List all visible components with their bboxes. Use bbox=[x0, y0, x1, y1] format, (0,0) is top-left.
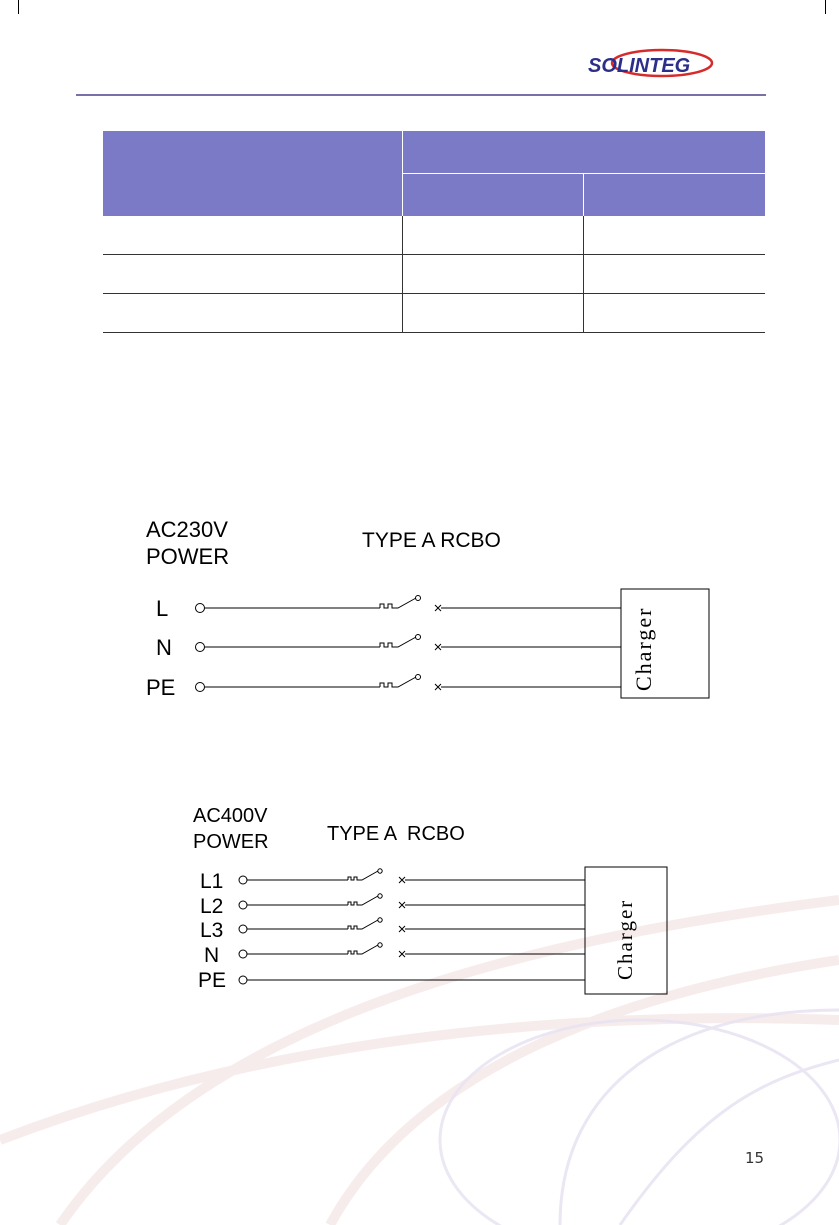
terminal-label-l2: L2 bbox=[200, 895, 224, 918]
l1-line bbox=[239, 869, 585, 884]
table-header-sub-1 bbox=[402, 174, 583, 217]
spec-table bbox=[103, 131, 765, 333]
charger-label: Charger bbox=[631, 606, 656, 691]
table-header-main bbox=[103, 131, 402, 216]
l2-line bbox=[239, 894, 585, 909]
terminal-circle bbox=[196, 604, 205, 613]
table-row bbox=[103, 255, 765, 294]
three-phase-wiring-diagram bbox=[0, 800, 839, 1000]
terminal-label-n: N bbox=[204, 944, 220, 967]
page-number: 15 bbox=[745, 1149, 765, 1167]
n-line bbox=[239, 943, 585, 958]
charger-label: Charger bbox=[613, 898, 637, 980]
l3-line bbox=[239, 918, 585, 933]
supply-label-230v: AC230V bbox=[146, 517, 228, 542]
single-phase-wiring-diagram bbox=[0, 505, 839, 715]
table-header-sub-2 bbox=[583, 174, 765, 217]
breaker-label: TYPE A RCBO bbox=[362, 529, 501, 552]
terminal-label-l3: L3 bbox=[200, 919, 224, 942]
terminal-label-n: N bbox=[156, 635, 172, 660]
header-rule bbox=[76, 94, 766, 96]
supply-label-400v: AC400V bbox=[193, 805, 268, 827]
supply-label-power: POWER bbox=[193, 831, 269, 853]
terminal-label-pe: PE bbox=[198, 969, 227, 992]
solinteg-logo bbox=[586, 46, 722, 82]
table-row bbox=[103, 294, 765, 333]
terminal-label-l1: L1 bbox=[200, 870, 224, 893]
terminal-circle bbox=[196, 683, 205, 692]
logo-wordmark: SOLINTEG bbox=[588, 55, 691, 77]
terminal-label-l: L bbox=[156, 596, 169, 621]
table-header-group bbox=[402, 131, 765, 174]
breaker-label: TYPE A RCBO bbox=[327, 823, 465, 845]
crop-mark-left bbox=[0, 0, 19, 14]
terminal-label-pe: PE bbox=[146, 675, 176, 700]
pe-line bbox=[239, 976, 585, 984]
supply-label-power: POWER bbox=[146, 544, 230, 569]
table-row bbox=[103, 216, 765, 255]
crop-mark-right bbox=[825, 0, 839, 14]
terminal-circle bbox=[196, 643, 205, 652]
